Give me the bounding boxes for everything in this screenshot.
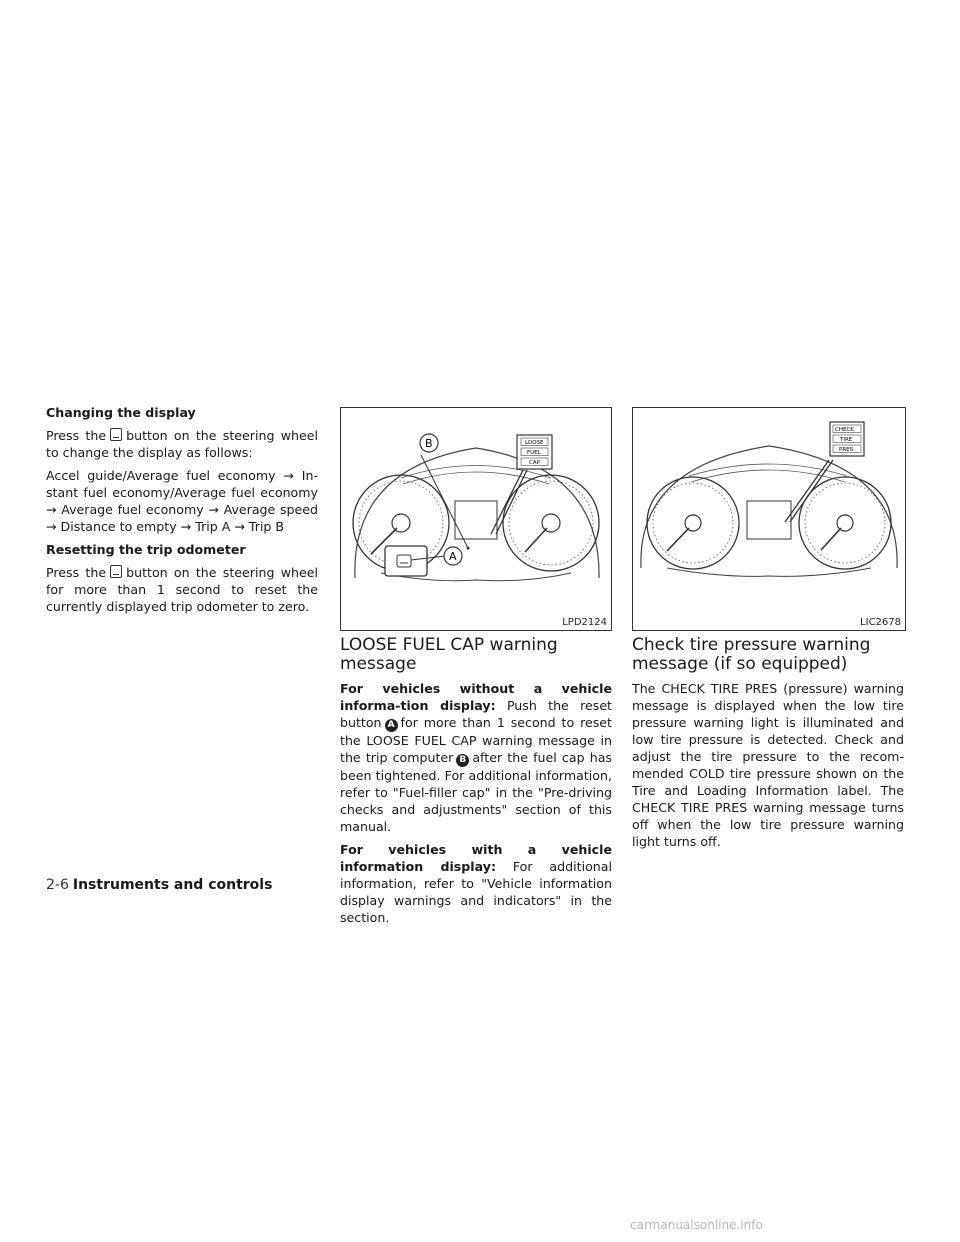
- paragraph-without-display: For vehicles without a vehicle informa-tion display: Push the reset button A for more than 1 second to reset the LOOSE FUEL CAP warning message in the trip computer B after the fuel cap has been tightened. For additional information, refer to "Fuel-filler cap" in the "Pre-driving checks and adjustments" section of this manual.: [340, 681, 612, 834]
- paragraph-display-sequence: Accel guide/Average fuel economy → In-stant fuel economy/Average fuel economy → Average fuel economy → Average speed → Distance to empty → Trip A → Trip B: [46, 468, 318, 534]
- callout-b-label: B: [425, 437, 433, 450]
- figure-code: LIC2678: [860, 617, 901, 628]
- instrument-cluster-illustration: [633, 408, 905, 630]
- figure-code: LPD2124: [562, 617, 607, 628]
- paragraph-changing-display: Press the button on the steering wheel to change the display as follows:: [46, 428, 318, 460]
- fig2-label-check: CHECK: [835, 427, 854, 433]
- fig2-label-tire: TIRE: [840, 437, 853, 443]
- section-title-loose-fuel-cap: LOOSE FUEL CAP warning message: [340, 635, 558, 674]
- heading-resetting-trip: Resetting the trip odometer: [46, 542, 246, 557]
- fig1-label-fuel: FUEL: [527, 450, 541, 456]
- instrument-cluster-illustration: [341, 408, 611, 630]
- figure-loose-fuel-cap: [340, 407, 612, 631]
- section-name: Instruments and controls: [72, 877, 273, 893]
- paragraph-with-display: For vehicles with a vehicle information display: For additional information, refer to "Vehicle information display warnings and indicators" in the section.: [340, 842, 612, 925]
- fig1-label-cap: CAP: [529, 460, 540, 466]
- callout-a-label: A: [449, 550, 457, 563]
- watermark-text: carmanualsonline.info: [630, 1218, 763, 1232]
- section-title-check-tire-pressure: Check tire pressure warning message (if so equipped): [632, 635, 871, 674]
- left-column: [46, 404, 318, 621]
- marker-b-icon: B: [456, 754, 469, 767]
- paragraph-resetting-trip: Press the button on the steering wheel for more than 1 second to reset the currently displayed trip odometer to zero.: [46, 565, 318, 614]
- fig1-label-loose: LOOSE: [525, 440, 544, 446]
- paragraph-check-tire-pressure: The CHECK TIRE PRES (pressure) warning message is displayed when the low tire pressure warning light is illuminated and low tire pressure is detected. Check and adjust the tire pressure to the recom-mended COLD tire pressure shown on the Tire and Loading Information label. The CHECK TIRE PRES warning message turns off when the low tire pressure warning light turns off.: [632, 681, 904, 849]
- fig2-label-pres: PRES: [839, 447, 854, 453]
- middle-column: [340, 628, 612, 932]
- marker-a-icon: A: [385, 719, 398, 732]
- steering-button-icon: [110, 428, 122, 441]
- right-column: [632, 628, 904, 856]
- steering-button-icon: [110, 565, 122, 578]
- page-number: 2-6: [46, 877, 69, 893]
- heading-changing-display: Changing the display: [46, 405, 196, 420]
- page-footer: [46, 877, 272, 893]
- figure-check-tire-pressure: [632, 407, 906, 631]
